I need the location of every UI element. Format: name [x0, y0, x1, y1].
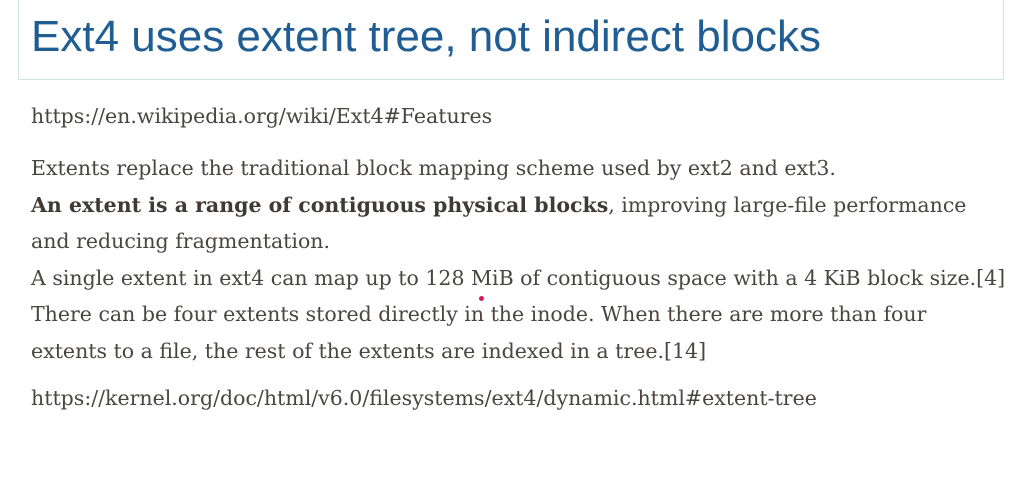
text-line-3: A single extent in ext4 can map up to 128 MiB of contiguous space with a 4 KiB block size.[4] — [31, 265, 1006, 290]
text-cursor — [479, 296, 484, 301]
kernel-docs-link[interactable]: https://kernel.org/doc/html/v6.0/filesystems/ext4/dynamic.html#extent-tree — [31, 385, 817, 410]
body-paragraph — [31, 150, 1006, 370]
text-after-bold: , improving large-file performance and reducing fragmentation. — [31, 192, 967, 254]
text-line-1: Extents replace the traditional block mapping scheme used by ext2 and ext3. — [31, 156, 836, 180]
title-box — [18, 0, 1004, 80]
wikipedia-link[interactable]: https://en.wikipedia.org/wiki/Ext4#Features — [31, 104, 493, 128]
text-line-4: There can be four extents stored directly in the inode. When there are more than four extents to a file, the rest of the extents are indexed in a tree.[14] — [31, 302, 927, 363]
bold-text: An extent is a range of contiguous physical blocks — [31, 192, 609, 217]
page-title: Ext4 uses extent tree, not indirect blocks — [31, 12, 821, 61]
note-content[interactable] — [31, 98, 1006, 416]
